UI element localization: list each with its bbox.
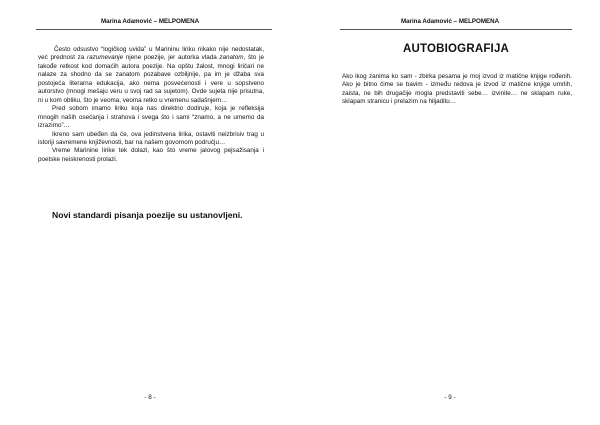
running-header: Marina Adamović – MELPOMENA	[400, 18, 500, 25]
paragraph: Pred sobom imamo liriku koja nas direktno dodiruje, koja je refleksija mnogih naših osećanja i strahova i svega što i sami “znamo, a ne umemo da izrazimo”…	[38, 105, 264, 130]
text-run-italic: zanatom	[219, 54, 244, 62]
right-page	[300, 0, 600, 425]
paragraph: Ikreno sam ubeđen da će, ova jedinstvena lirika, ostaviti neizbrisiv trag u istoriji savremene književnosti, bar na našem govornom području…	[38, 130, 264, 146]
text-run: njene poezije, jer autorka vlada	[123, 54, 220, 62]
running-header: Marina Adamović – MELPOMENA	[100, 18, 200, 25]
paragraph: Ako ikog zanima ko sam - zbirka pesama je moj izvod iz matične knjige rođenih. Ako je bitno čime se bavim - između redova je izvod iz matične knjige umrlih, zaista, ne bih drugačije mogla predstaviti sebe… izvinite… ne sklapam ruke, sklapam stranicu i prelazim na hiljaditu…	[342, 73, 572, 106]
body-text	[38, 46, 264, 164]
text-run-italic: razumevanje	[87, 54, 124, 62]
page-number: - 8 -	[144, 394, 156, 401]
paragraph: Vreme Marinine lirike tek dolazi, kao što vreme jalovog pejsažisanja i poetske neiskrenosti prolazi.	[38, 147, 264, 163]
body-text	[342, 73, 572, 107]
subheading: Novi standardi pisanja poezije su ustanovljeni.	[52, 210, 243, 220]
header-rule	[340, 29, 572, 30]
paragraph	[38, 46, 264, 105]
text-run: Često odsustvo “logičkog uvida” u Marininu liriku nikako nije nedostatak, već prednost za	[38, 46, 264, 62]
header-rule	[36, 29, 272, 30]
text-run: , što je takođe retkost kod domaćih autora poezije. Na opštu žalost, mnogi liričari ne nalaze za shodno da se zanatom pozabave ozbiljnije, pa im je džaba sva postojeća literarna edukacija, ako nema posvećenosti i vere u sopstveno autorstvo (mnogi mešaju veru u svoj rad sa sujetom). Ovde sujeta nije prisutna, ni u kom obliku, što je veoma, veoma retko u vremenu sadašnjem…	[38, 54, 264, 104]
page-number: - 9 -	[444, 394, 456, 401]
chapter-title: AUTOBIOGRAFIJA	[402, 43, 510, 55]
